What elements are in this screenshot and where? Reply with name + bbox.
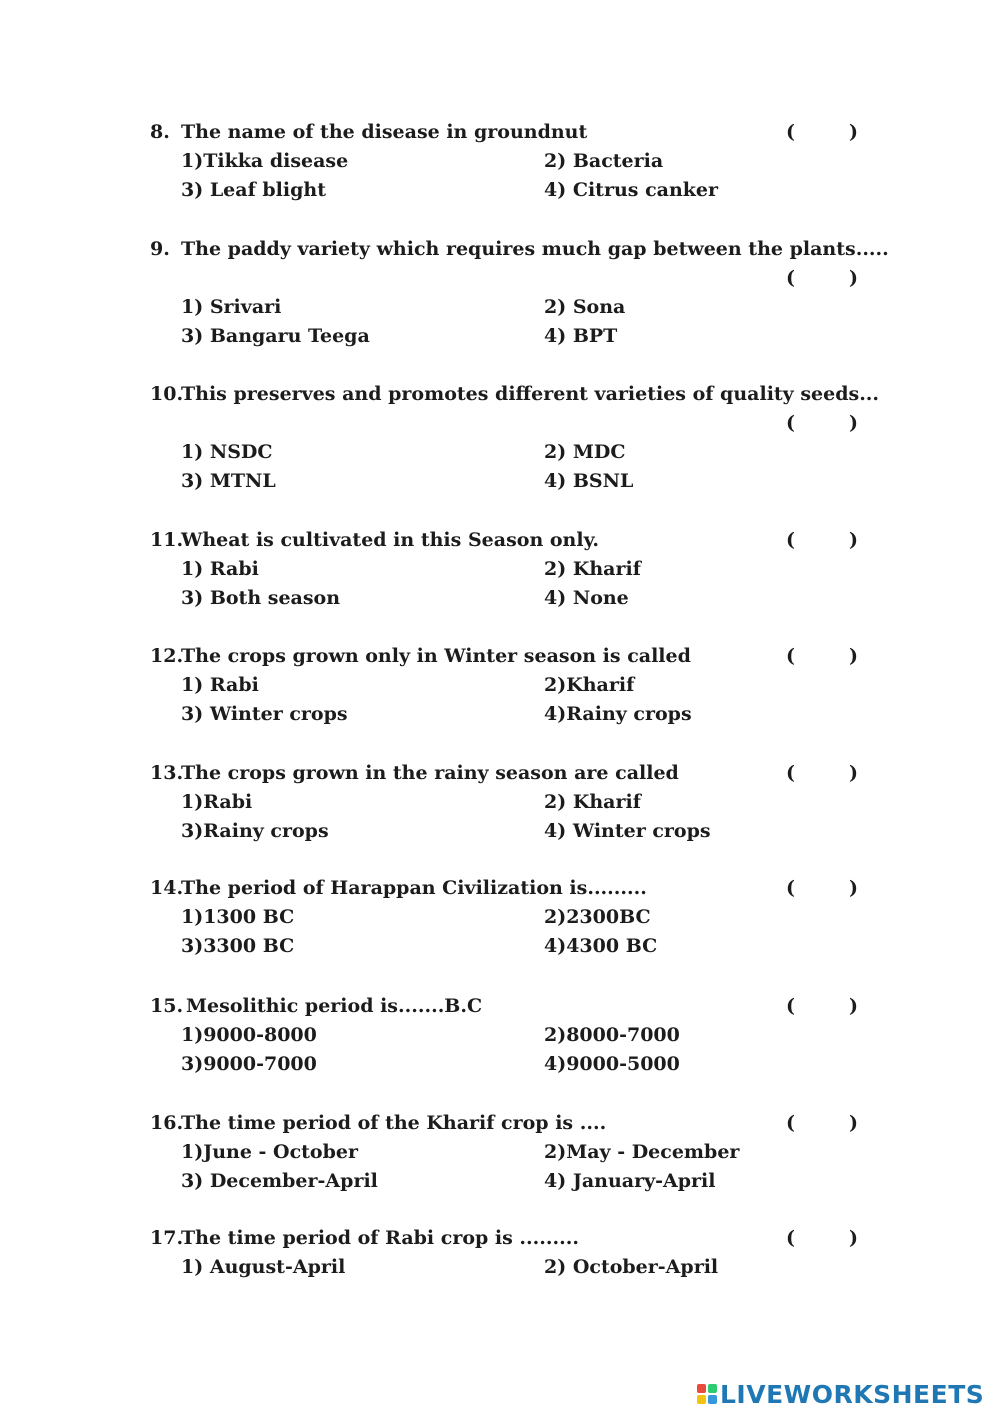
question-number: 10. [150,383,184,405]
option-1: 1) NSDC [181,441,273,463]
option-4: 4) BSNL [544,470,634,492]
logo-block [697,1384,706,1393]
question-text: Mesolithic period is.......B.C [186,995,483,1017]
option-2: 2) Kharif [544,558,641,580]
question-text: The crops grown only in Winter season is called [181,645,691,667]
answer-box[interactable]: ( ) [786,121,858,143]
option-1: 1)1300 BC [181,906,295,928]
logo-blocks-icon [697,1384,717,1404]
logo-block [708,1384,717,1393]
question-number: 11. [150,529,184,551]
answer-box[interactable]: ( ) [786,529,858,551]
question-text: The crops grown in the rainy season are called [181,762,679,784]
option-3: 3)3300 BC [181,935,295,957]
question-text: The time period of the Kharif crop is .... [181,1112,607,1134]
question-10 [150,380,880,496]
question-number: 9. [150,238,170,260]
question-text: The time period of Rabi crop is ......... [181,1227,579,1249]
option-3: 3) Leaf blight [181,179,326,201]
answer-box[interactable]: ( ) [786,1227,858,1249]
question-text: The paddy variety which requires much gap between the plants..... [181,238,889,260]
option-4: 4) January-April [544,1170,716,1192]
option-1: 1)9000-8000 [181,1024,317,1046]
question-14 [150,874,870,961]
question-16 [150,1109,870,1196]
option-2: 2)8000-7000 [544,1024,680,1046]
question-number: 16. [150,1112,184,1134]
question-text: This preserves and promotes different varieties of quality seeds... [181,383,880,405]
option-1: 1)June - October [181,1141,358,1163]
option-4: 4)Rainy crops [544,703,692,725]
option-1: 1)Rabi [181,791,253,813]
option-1: 1) Srivari [181,296,282,318]
option-2: 2)2300BC [544,906,651,928]
option-3: 3) Both season [181,587,341,609]
option-1: 1) Rabi [181,558,259,580]
question-number: 8. [150,121,170,143]
question-9 [150,235,889,351]
question-number: 14. [150,877,184,899]
option-3: 3)Rainy crops [181,820,329,842]
option-4: 4)4300 BC [544,935,658,957]
option-2: 2) October-April [544,1256,719,1278]
option-3: 3) Winter crops [181,703,348,725]
option-1: 1)Tikka disease [181,150,349,172]
answer-box[interactable]: ( ) [786,267,858,289]
option-3: 3) December-April [181,1170,378,1192]
answer-box[interactable]: ( ) [786,645,858,667]
question-number: 12. [150,645,184,667]
option-4: 4) BPT [544,325,618,347]
answer-box[interactable]: ( ) [786,995,858,1017]
option-3: 3) MTNL [181,470,276,492]
question-text: Wheat is cultivated in this Season only. [181,529,600,551]
question-8 [150,118,870,205]
question-number: 15. [150,995,184,1017]
option-2: 2) Kharif [544,791,641,813]
question-number: 13. [150,762,184,784]
option-3: 3) Bangaru Teega [181,325,370,347]
answer-box[interactable]: ( ) [786,412,858,434]
option-2: 2) MDC [544,441,626,463]
option-1: 1) Rabi [181,674,259,696]
question-17 [150,1224,870,1282]
option-4: 4) Winter crops [544,820,711,842]
option-2: 2)Kharif [544,674,635,696]
answer-box[interactable]: ( ) [786,877,858,899]
option-1: 1) August-April [181,1256,346,1278]
option-2: 2) Bacteria [544,150,664,172]
question-12 [150,642,870,729]
question-15 [150,992,870,1079]
question-text: The period of Harappan Civilization is......... [181,877,647,899]
question-number: 17. [150,1227,184,1249]
brand-name: LIVEWORKSHEETS [720,1379,985,1409]
option-2: 2)May - December [544,1141,740,1163]
question-13 [150,759,870,846]
option-3: 3)9000-7000 [181,1053,317,1075]
option-4: 4) None [544,587,629,609]
question-text: The name of the disease in groundnut [181,121,588,143]
logo-block [708,1395,717,1404]
logo-block [697,1395,706,1404]
option-4: 4)9000-5000 [544,1053,680,1075]
liveworksheets-logo[interactable] [697,1378,997,1410]
question-11 [150,526,870,613]
answer-box[interactable]: ( ) [786,1112,858,1134]
option-4: 4) Citrus canker [544,179,719,201]
answer-box[interactable]: ( ) [786,762,858,784]
option-2: 2) Sona [544,296,626,318]
